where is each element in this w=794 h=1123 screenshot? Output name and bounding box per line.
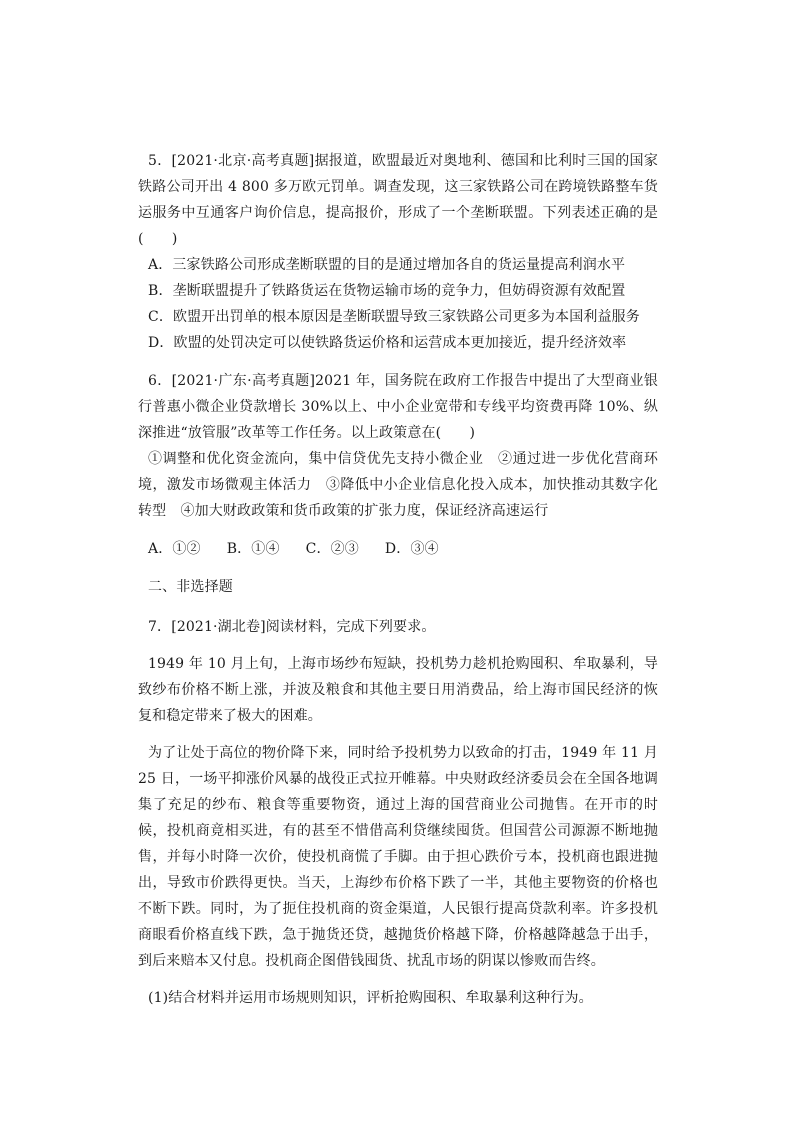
question-6-statements: ①调整和优化资金流向，集中信贷优先支持小微企业 ②通过进一步优化营商环境，激发市场微观主体活力 ③降低中小企业信息化投入成本，加快推动其数字化转型 ④加大财政政策和货币政策的扩张力度，保证经济高速运行 xyxy=(138,451,658,519)
question-5-option-d: D．欧盟的处罚决定可以使铁路货运价格和运营成本更加接近，提升经济效率 xyxy=(148,335,627,351)
question-5-option-c: C．欧盟开出罚单的根本原因是垄断联盟导致三家铁路公司更多为本国利益服务 xyxy=(148,309,640,325)
question-6-options xyxy=(138,536,658,562)
question-5-option-a: A．三家铁路公司形成垄断联盟的目的是通过增加各自的货运量提高利润水平 xyxy=(148,257,626,273)
question-6-option-b: B．①④ xyxy=(226,541,280,557)
question-7-material-1: 1949 年 10 月上旬，上海市场纱布短缺，投机势力趁机抢购囤积、牟取暴利，导致纱布价格不断上涨，并波及粮食和其他主要日用消费品，给上海市国民经济的恢复和稳定带来了极大的困难。 xyxy=(138,656,658,724)
question-6-stem: 6．[2021·广东·高考真题]2021 年，国务院在政府工作报告中提出了大型商业银行普惠小微企业贷款增长 30%以上、中小企业宽带和专线平均资费再降 10%、纵深推进“放管服”改革等工作任务。以上政策意在( ) xyxy=(138,373,658,441)
question-7-material-2: 为了让处于高位的物价降下来，同时给予投机势力以致命的打击，1949 年 11 月 25 日，一场平抑涨价风暴的战役正式拉开帷幕。中央财政经济委员会在全国各地调集了充足的纱布、粮食等重要物资，通过上海的国营商业公司抛售。在开市的时候，投机商竟相买进，有的甚至不惜借高利贷继续囤货。但国营公司源源不断地抛售，并每小时降一次价，使投机商慌了手脚。由于担心跌价亏本，投机商也跟进抛出，导致市价跌得更快。当天，上海纱布价格下跌了一半，其他主要物资的价格也不断下跌。同时，为了扼住投机商的资金渠道，人民银行提高贷款利率。许多投机商眼看价格直线下跌，急于抛货还贷，越抛货价格越下降，价格越降越急于出手，到后来赔本又付息。投机商企图借钱囤货、扰乱市场的阴谋以惨败而告终。 xyxy=(138,745,658,969)
question-7-sub-question-1: (1)结合材料并运用市场规则知识，评析抢购囤积、牟取暴利这种行为。 xyxy=(148,990,593,1006)
document-content xyxy=(138,148,658,1011)
question-6-option-c: C．②③ xyxy=(305,541,359,557)
section-title-non-choice: 二、非选择题 xyxy=(148,579,233,595)
question-6-option-d: D．③④ xyxy=(384,541,439,557)
question-6-option-a: A．①② xyxy=(148,541,201,557)
question-5-stem: 5．[2021·北京·高考真题]据报道，欧盟最近对奥地利、德国和比利时三国的国家铁路公司开出 4 800 多万欧元罚单。调查发现，这三家铁路公司在跨境铁路整车货运服务中互通客户询价信息，提高报价，形成了一个垄断联盟。下列表述正确的是( ) xyxy=(138,153,658,247)
question-7-stem: 7．[2021·湖北卷]阅读材料，完成下列要求。 xyxy=(148,619,436,635)
question-5-option-b: B．垄断联盟提升了铁路货运在货物运输市场的竞争力，但妨碍资源有效配置 xyxy=(148,283,626,299)
